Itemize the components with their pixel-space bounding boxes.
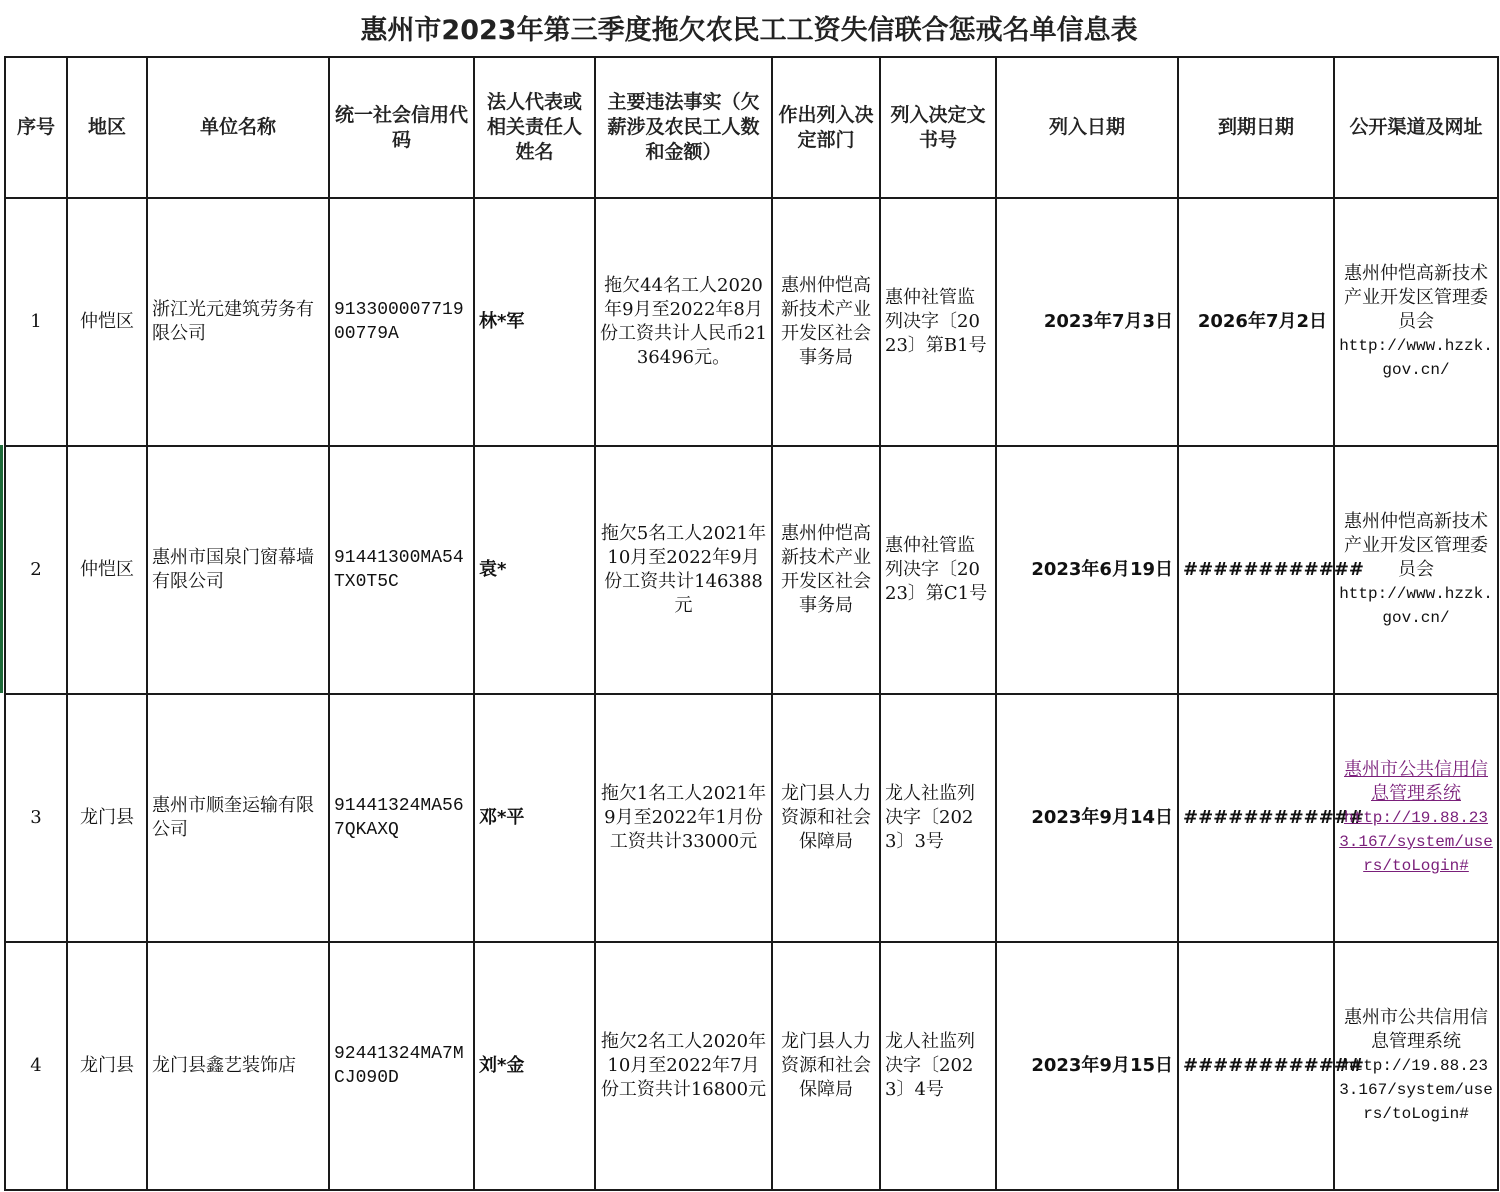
- row-selection-marker: [0, 445, 3, 693]
- cell-doc[interactable]: 惠仲社管监列决字〔2023〕第B1号: [880, 198, 996, 446]
- cell-list-date[interactable]: 2023年9月14日: [996, 694, 1178, 942]
- cell-channel[interactable]: [1334, 198, 1498, 446]
- cell-area[interactable]: 仲恺区: [67, 198, 147, 446]
- cell-list-date[interactable]: 2023年7月3日: [996, 198, 1178, 446]
- cell-person[interactable]: 林*军: [474, 198, 595, 446]
- cell-unit[interactable]: 龙门县鑫艺装饰店: [147, 942, 329, 1190]
- cell-doc[interactable]: 惠仲社管监列决字〔2023〕第C1号: [880, 446, 996, 694]
- header-code[interactable]: 统一社会信用代码: [329, 57, 474, 198]
- cell-code[interactable]: 91441300MA54TX0T5C: [329, 446, 474, 694]
- channel-url: http://www.hzzk.gov.cn/: [1339, 585, 1493, 627]
- cell-fact[interactable]: 拖欠1名工人2021年9月至2022年1月份工资共计33000元: [595, 694, 772, 942]
- channel-name: 惠州仲恺高新技术产业开发区管理委员会: [1344, 263, 1488, 332]
- cell-dept[interactable]: 惠州仲恺高新技术产业开发区社会事务局: [772, 198, 880, 446]
- cell-unit[interactable]: 浙江光元建筑劳务有限公司: [147, 198, 329, 446]
- cell-channel-link[interactable]: [1334, 694, 1498, 942]
- cell-channel[interactable]: [1334, 942, 1498, 1190]
- cell-list-date[interactable]: 2023年6月19日: [996, 446, 1178, 694]
- cell-fact[interactable]: 拖欠5名工人2021年10月至2022年9月份工资共计146388元: [595, 446, 772, 694]
- cell-expire-date[interactable]: ############: [1178, 942, 1334, 1190]
- cell-person[interactable]: 袁*: [474, 446, 595, 694]
- header-person[interactable]: 法人代表或相关责任人姓名: [474, 57, 595, 198]
- cell-person[interactable]: 刘*金: [474, 942, 595, 1190]
- cell-seq[interactable]: 4: [5, 942, 67, 1190]
- cell-expire-date[interactable]: ############: [1178, 446, 1334, 694]
- header-list-date[interactable]: 列入日期: [996, 57, 1178, 198]
- cell-person[interactable]: 邓*平: [474, 694, 595, 942]
- table-row: [5, 446, 1498, 694]
- header-expire-date[interactable]: 到期日期: [1178, 57, 1334, 198]
- table-row: [5, 942, 1498, 1190]
- cell-fact[interactable]: 拖欠44名工人2020年9月至2022年8月份工资共计人民币2136496元。: [595, 198, 772, 446]
- header-seq[interactable]: 序号: [5, 57, 67, 198]
- cell-area[interactable]: 龙门县: [67, 942, 147, 1190]
- cell-seq[interactable]: 3: [5, 694, 67, 942]
- channel-url: http://19.88.233.167/system/users/toLogin#: [1339, 1057, 1493, 1123]
- header-doc[interactable]: 列入决定文书号: [880, 57, 996, 198]
- cell-code[interactable]: 92441324MA7MCJ090D: [329, 942, 474, 1190]
- header-row: [5, 57, 1498, 198]
- table-row: [5, 198, 1498, 446]
- cell-dept[interactable]: 龙门县人力资源和社会保障局: [772, 942, 880, 1190]
- cell-doc[interactable]: 龙人社监列决字〔2023〕3号: [880, 694, 996, 942]
- cell-seq[interactable]: 2: [5, 446, 67, 694]
- channel-url-link[interactable]: http://19.88.233.167/system/users/toLogin#: [1339, 809, 1493, 875]
- cell-unit[interactable]: 惠州市顺奎运输有限公司: [147, 694, 329, 942]
- cell-area[interactable]: 龙门县: [67, 694, 147, 942]
- cell-expire-date[interactable]: 2026年7月2日: [1178, 198, 1334, 446]
- cell-seq[interactable]: 1: [5, 198, 67, 446]
- cell-fact[interactable]: 拖欠2名工人2020年10月至2022年7月份工资共计16800元: [595, 942, 772, 1190]
- cell-dept[interactable]: 龙门县人力资源和社会保障局: [772, 694, 880, 942]
- channel-name-link[interactable]: 惠州市公共信用信息管理系统: [1344, 759, 1488, 804]
- cell-code[interactable]: 91441324MA567QKAXQ: [329, 694, 474, 942]
- channel-url: http://www.hzzk.gov.cn/: [1339, 337, 1493, 379]
- header-dept[interactable]: 作出列入决定部门: [772, 57, 880, 198]
- header-unit[interactable]: 单位名称: [147, 57, 329, 198]
- table-row: [5, 694, 1498, 942]
- cell-list-date[interactable]: 2023年9月15日: [996, 942, 1178, 1190]
- channel-name: 惠州仲恺高新技术产业开发区管理委员会: [1344, 511, 1488, 580]
- cell-area[interactable]: 仲恺区: [67, 446, 147, 694]
- cell-unit[interactable]: 惠州市国泉门窗幕墙有限公司: [147, 446, 329, 694]
- cell-expire-date[interactable]: ############: [1178, 694, 1334, 942]
- header-fact[interactable]: 主要违法事实（欠薪涉及农民工人数和金额）: [595, 57, 772, 198]
- header-area[interactable]: 地区: [67, 57, 147, 198]
- channel-name: 惠州市公共信用信息管理系统: [1344, 1007, 1488, 1052]
- blacklist-table: [4, 56, 1499, 1191]
- cell-dept[interactable]: 惠州仲恺高新技术产业开发区社会事务局: [772, 446, 880, 694]
- cell-doc[interactable]: 龙人社监列决字〔2023〕4号: [880, 942, 996, 1190]
- header-channel[interactable]: 公开渠道及网址: [1334, 57, 1498, 198]
- table-title: 惠州市2023年第三季度拖欠农民工工资失信联合惩戒名单信息表: [360, 14, 1138, 46]
- cell-code[interactable]: 91330000771900779A: [329, 198, 474, 446]
